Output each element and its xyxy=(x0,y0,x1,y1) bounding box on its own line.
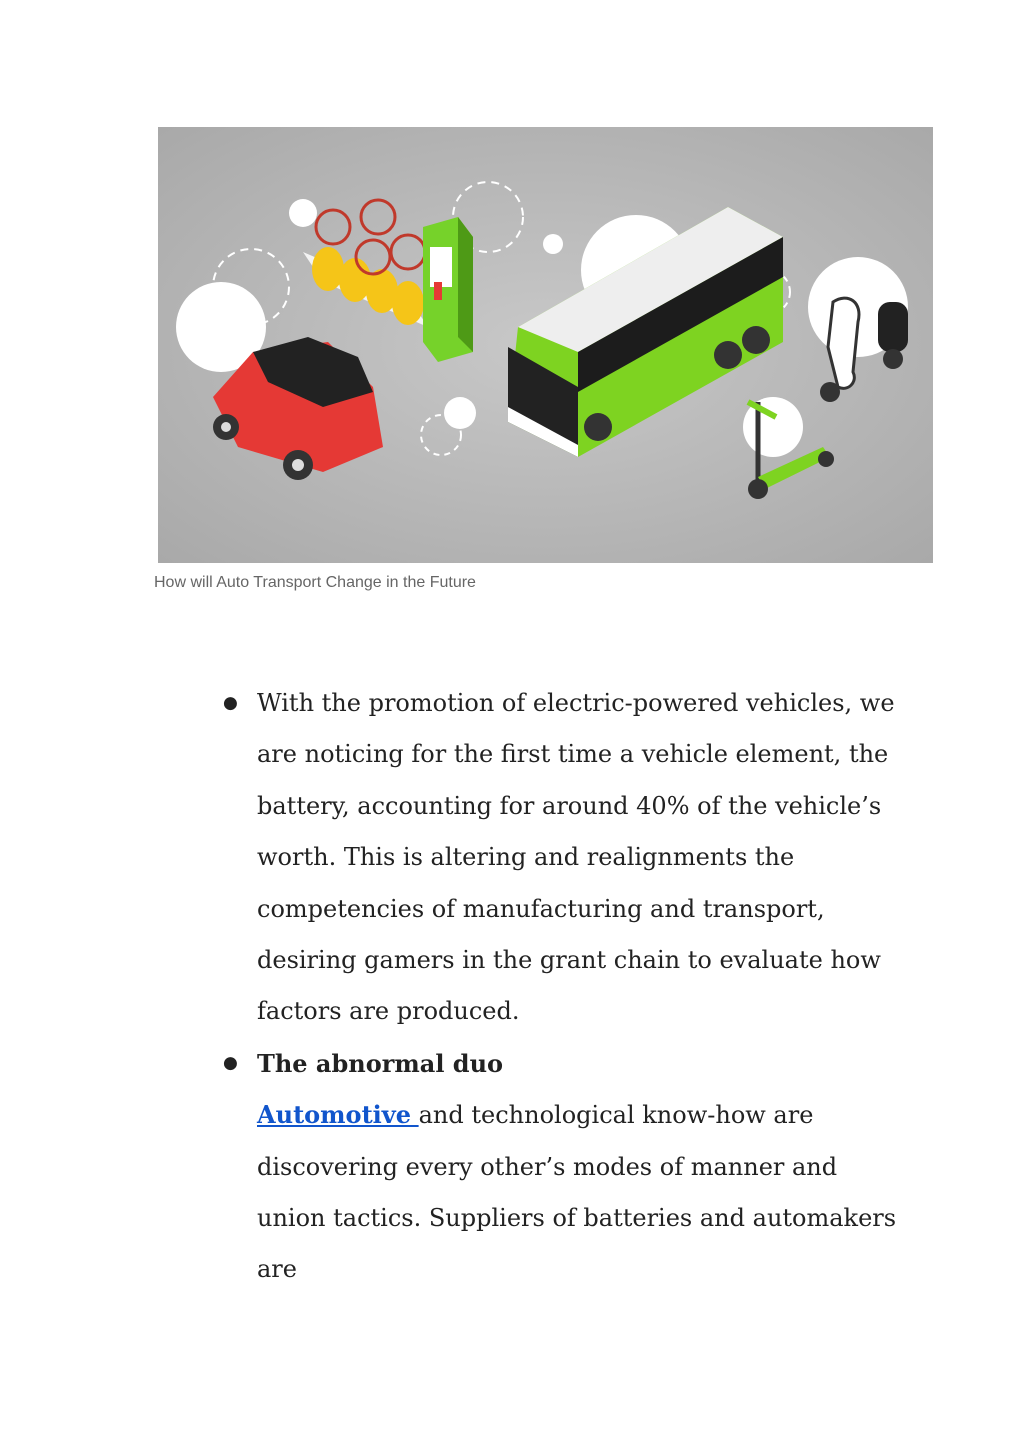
bullet-paragraph: With the promotion of electric-powered vehicles, we are noticing for the first time a vehicle element, the battery, accounting for around 40% of the vehicle’s worth. This is altering and realignments the competencies of manufacturing and transport, desiring gamers in the grant chain to evaluate how factors are produced. xyxy=(257,689,895,1026)
figure-caption: How will Auto Transport Change in the Future xyxy=(154,574,476,591)
section-heading: The abnormal duo xyxy=(257,1048,504,1078)
article-content xyxy=(223,678,897,1296)
decor-circle xyxy=(289,199,317,227)
automotive-link[interactable]: Automotive xyxy=(257,1100,411,1130)
list-item xyxy=(223,1038,897,1089)
paragraph-text: and technological know-how are discovering every other’s modes of manner and union tactics. Suppliers of batteries and automakers are xyxy=(257,1101,897,1284)
link-trailing-space xyxy=(411,1101,419,1129)
body-paragraph xyxy=(257,1089,897,1296)
charging-station xyxy=(423,217,473,362)
transport-illustration xyxy=(158,127,933,563)
list-item xyxy=(223,678,897,1038)
bullet-icon: ● xyxy=(223,693,238,713)
bullet-icon: ● xyxy=(223,1052,238,1073)
